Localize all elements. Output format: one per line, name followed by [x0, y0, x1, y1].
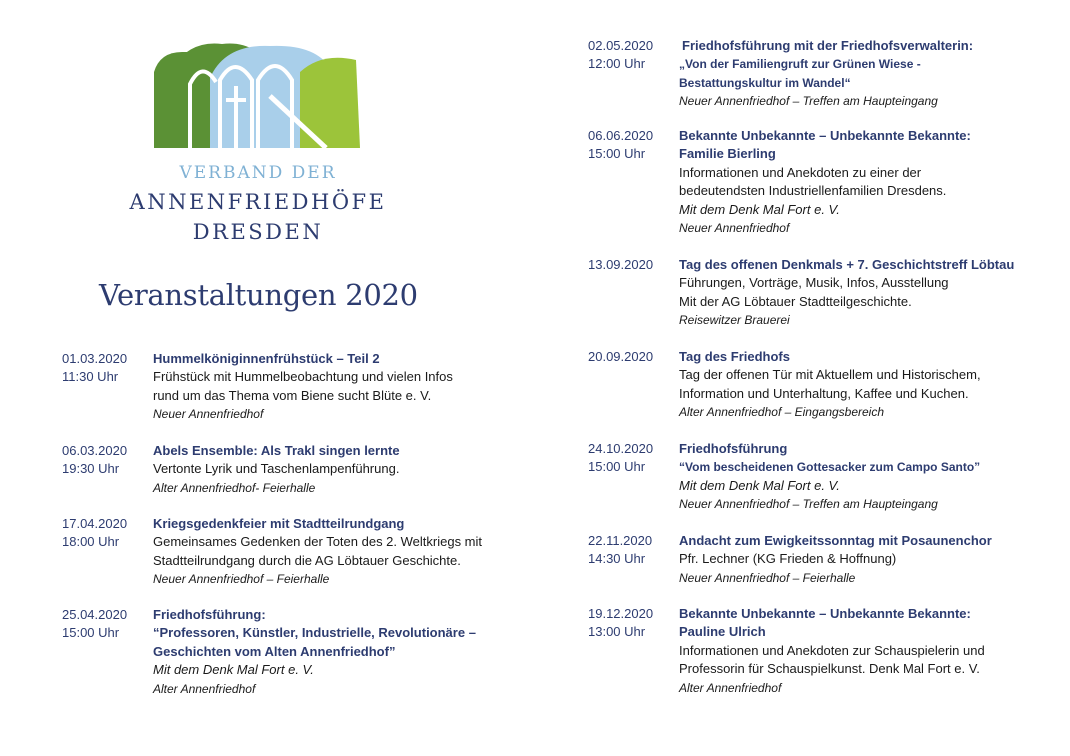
event-location: Alter Annenfriedhof	[153, 681, 256, 696]
event-location: Alter Annenfriedhof	[679, 680, 782, 695]
event-location: Neuer Annenfriedhof	[679, 221, 790, 236]
organization-line-2: ANNENFRIEDHÖFE	[129, 190, 387, 214]
event-description: Mit der AG Löbtauer Stadtteilgeschichte.	[679, 293, 912, 309]
event-title: „Von der Familiengruft zur Grünen Wiese -	[679, 57, 921, 72]
event-title: Pauline Ulrich	[679, 624, 766, 640]
event-title: Friedhofsführung	[679, 441, 788, 456]
event-title: Kriegsgedenkfeier mit Stadtteilrundgang	[153, 516, 405, 531]
event-time: 19:30 Uhr	[62, 461, 120, 476]
event-title: Friedhofsführung:	[153, 607, 266, 622]
event-location: Neuer Annenfriedhof – Treffen am Haupteingang	[679, 497, 938, 512]
event-title: Friedhofsführung mit der Friedhofsverwalterin:	[682, 38, 974, 53]
event-title: Geschichten vom Alten Annenfriedhof”	[153, 643, 396, 659]
event-date: 06.06.2020	[588, 128, 654, 143]
event-description: Führungen, Vorträge, Musik, Infos, Ausstellung	[679, 275, 949, 291]
event-date: 25.04.2020	[62, 607, 128, 622]
event-description: Gemeinsames Gedenken der Toten des 2. Weltkriegs mit	[153, 534, 483, 550]
event-time: 11:30 Uhr	[62, 369, 119, 384]
event-description: Professorin für Schauspielkunst. Denk Mal Fort e. V.	[679, 661, 980, 677]
event-title: Andacht zum Ewigkeitssonntag mit Posaunenchor	[679, 533, 992, 548]
event-description: Stadtteilrundgang durch die AG Löbtauer Geschichte.	[153, 552, 461, 568]
event-date: 01.03.2020	[62, 351, 128, 366]
event-title: Familie Bierling	[679, 146, 776, 162]
event-time: 13:00 Uhr	[588, 624, 646, 639]
event-description: Informationen und Anekdoten zur Schauspielerin und	[679, 642, 985, 658]
event-location: Neuer Annenfriedhof – Feierhalle	[153, 572, 330, 587]
association-logo	[150, 38, 364, 148]
event-title: Hummelköniginnenfrühstück – Teil 2	[153, 351, 380, 366]
event-cooperation: Mit dem Denk Mal Fort e. V.	[679, 201, 840, 217]
event-location: Alter Annenfriedhof – Eingangsbereich	[679, 405, 885, 420]
event-date: 22.11.2020	[588, 533, 653, 548]
event-description: Vertonte Lyrik und Taschenlampenführung.	[153, 461, 400, 477]
event-description: Information und Unterhaltung, Kaffee und Kuchen.	[679, 385, 969, 401]
event-time: 18:00 Uhr	[62, 534, 120, 549]
event-location: Reisewitzer Brauerei	[679, 313, 790, 328]
event-description: Pfr. Lechner (KG Frieden & Hoffnung)	[679, 551, 897, 567]
event-cooperation: Mit dem Denk Mal Fort e. V.	[679, 477, 840, 493]
page-title: Veranstaltungen 2020	[99, 278, 418, 312]
event-date: 06.03.2020	[62, 443, 128, 458]
event-title: Tag des Friedhofs	[679, 349, 790, 364]
event-date: 20.09.2020	[588, 349, 654, 364]
event-time: 15:00 Uhr	[588, 146, 646, 161]
event-location: Alter Annenfriedhof- Feierhalle	[153, 480, 316, 495]
event-date: 17.04.2020	[62, 516, 128, 531]
organization-line-3: DRESDEN	[192, 220, 324, 244]
event-title: “Professoren, Künstler, Industrielle, Revolutionäre –	[153, 625, 476, 641]
event-title: Bestattungskultur im Wandel“	[679, 75, 851, 90]
event-title: Bekannte Unbekannte – Unbekannte Bekannte:	[679, 128, 971, 143]
event-description: bedeutendsten Industriellenfamilien Dresdens.	[679, 183, 947, 199]
event-time: 14:30 Uhr	[588, 551, 646, 566]
event-date: 13.09.2020	[588, 257, 654, 272]
event-time: 15:00 Uhr	[62, 625, 120, 640]
event-title: Bekannte Unbekannte – Unbekannte Bekannte:	[679, 606, 971, 621]
event-title: Tag des offenen Denkmals + 7. Geschichtstreff Löbtau	[679, 257, 1015, 272]
event-location: Neuer Annenfriedhof – Treffen am Haupteingang	[679, 94, 938, 109]
event-title: Abels Ensemble: Als Trakl singen lernte	[153, 443, 400, 458]
event-location: Neuer Annenfriedhof	[153, 407, 264, 422]
event-description: Frühstück mit Hummelbeobachtung und vielen Infos	[153, 369, 453, 385]
event-title: “Vom bescheidenen Gottesacker zum Campo Santo”	[679, 460, 981, 475]
event-date: 24.10.2020	[588, 441, 654, 456]
event-date: 19.12.2020	[588, 606, 654, 621]
event-description: Informationen und Anekdoten zu einer der	[679, 164, 922, 180]
event-description: Tag der offenen Tür mit Aktuellem und Historischem,	[679, 367, 981, 383]
event-time: 12:00 Uhr	[588, 56, 646, 71]
event-time: 15:00 Uhr	[588, 459, 646, 474]
event-location: Neuer Annenfriedhof – Feierhalle	[679, 570, 856, 585]
organization-line-1: VERBAND DER	[179, 163, 337, 183]
event-date: 02.05.2020	[588, 38, 654, 53]
event-cooperation: Mit dem Denk Mal Fort e. V.	[153, 662, 314, 678]
event-description: rund um das Thema vom Biene sucht Blüte e. V.	[153, 387, 432, 403]
